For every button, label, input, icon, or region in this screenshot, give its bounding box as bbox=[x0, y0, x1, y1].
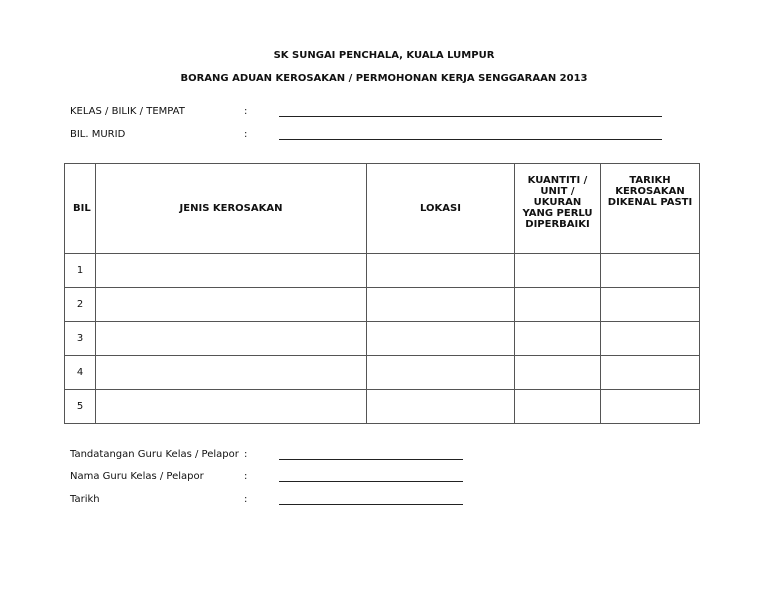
header-tarikh-kerosakan: TARIKH KEROSAKAN DIKENAL PASTI bbox=[601, 164, 700, 254]
field-label-tarikh: Tarikh bbox=[70, 494, 100, 505]
table-row bbox=[65, 356, 700, 390]
cell-tarikh[interactable] bbox=[601, 288, 700, 322]
field-colon: : bbox=[244, 449, 248, 460]
header-lokasi: LOKASI bbox=[367, 164, 515, 254]
row-number: 2 bbox=[65, 288, 96, 322]
nama-guru-input-line[interactable] bbox=[279, 481, 463, 482]
field-label-tandatangan: Tandatangan Guru Kelas / Pelapor bbox=[70, 449, 239, 460]
table-header-row bbox=[65, 164, 700, 254]
complaint-table bbox=[64, 163, 700, 424]
cell-jenis-kerosakan[interactable] bbox=[96, 254, 367, 288]
field-label-nama-guru: Nama Guru Kelas / Pelapor bbox=[70, 471, 204, 482]
field-colon: : bbox=[244, 106, 248, 117]
cell-jenis-kerosakan[interactable] bbox=[96, 390, 367, 424]
header-bil: BIL bbox=[65, 164, 96, 254]
cell-tarikh[interactable] bbox=[601, 390, 700, 424]
table-row bbox=[65, 322, 700, 356]
cell-jenis-kerosakan[interactable] bbox=[96, 322, 367, 356]
table-row bbox=[65, 288, 700, 322]
tandatangan-input-line[interactable] bbox=[279, 459, 463, 460]
field-colon: : bbox=[244, 471, 248, 482]
table-row bbox=[65, 254, 700, 288]
row-number: 3 bbox=[65, 322, 96, 356]
cell-lokasi[interactable] bbox=[367, 390, 515, 424]
cell-lokasi[interactable] bbox=[367, 356, 515, 390]
cell-jenis-kerosakan[interactable] bbox=[96, 356, 367, 390]
table-row bbox=[65, 390, 700, 424]
cell-kuantiti[interactable] bbox=[515, 390, 601, 424]
row-number: 1 bbox=[65, 254, 96, 288]
field-colon: : bbox=[244, 494, 248, 505]
field-label-kelas: KELAS / BILIK / TEMPAT bbox=[70, 106, 185, 117]
kelas-input-line[interactable] bbox=[279, 116, 662, 117]
cell-tarikh[interactable] bbox=[601, 254, 700, 288]
cell-tarikh[interactable] bbox=[601, 356, 700, 390]
row-number: 4 bbox=[65, 356, 96, 390]
header-kuantiti: KUANTITI / UNIT / UKURAN YANG PERLU DIPERBAIKI bbox=[515, 164, 601, 254]
cell-kuantiti[interactable] bbox=[515, 288, 601, 322]
cell-kuantiti[interactable] bbox=[515, 322, 601, 356]
field-label-bil-murid: BIL. MURID bbox=[70, 129, 126, 140]
cell-lokasi[interactable] bbox=[367, 322, 515, 356]
row-number: 5 bbox=[65, 390, 96, 424]
cell-lokasi[interactable] bbox=[367, 254, 515, 288]
cell-kuantiti[interactable] bbox=[515, 356, 601, 390]
cell-jenis-kerosakan[interactable] bbox=[96, 288, 367, 322]
bil-murid-input-line[interactable] bbox=[279, 139, 662, 140]
cell-lokasi[interactable] bbox=[367, 288, 515, 322]
tarikh-input-line[interactable] bbox=[279, 504, 463, 505]
school-name: SK SUNGAI PENCHALA, KUALA LUMPUR bbox=[273, 50, 495, 61]
cell-tarikh[interactable] bbox=[601, 322, 700, 356]
cell-kuantiti[interactable] bbox=[515, 254, 601, 288]
form-title: BORANG ADUAN KEROSAKAN / PERMOHONAN KERJA SENGGARAAN 2013 bbox=[180, 73, 588, 84]
header-jenis-kerosakan: JENIS KEROSAKAN bbox=[96, 164, 367, 254]
field-colon: : bbox=[244, 129, 248, 140]
